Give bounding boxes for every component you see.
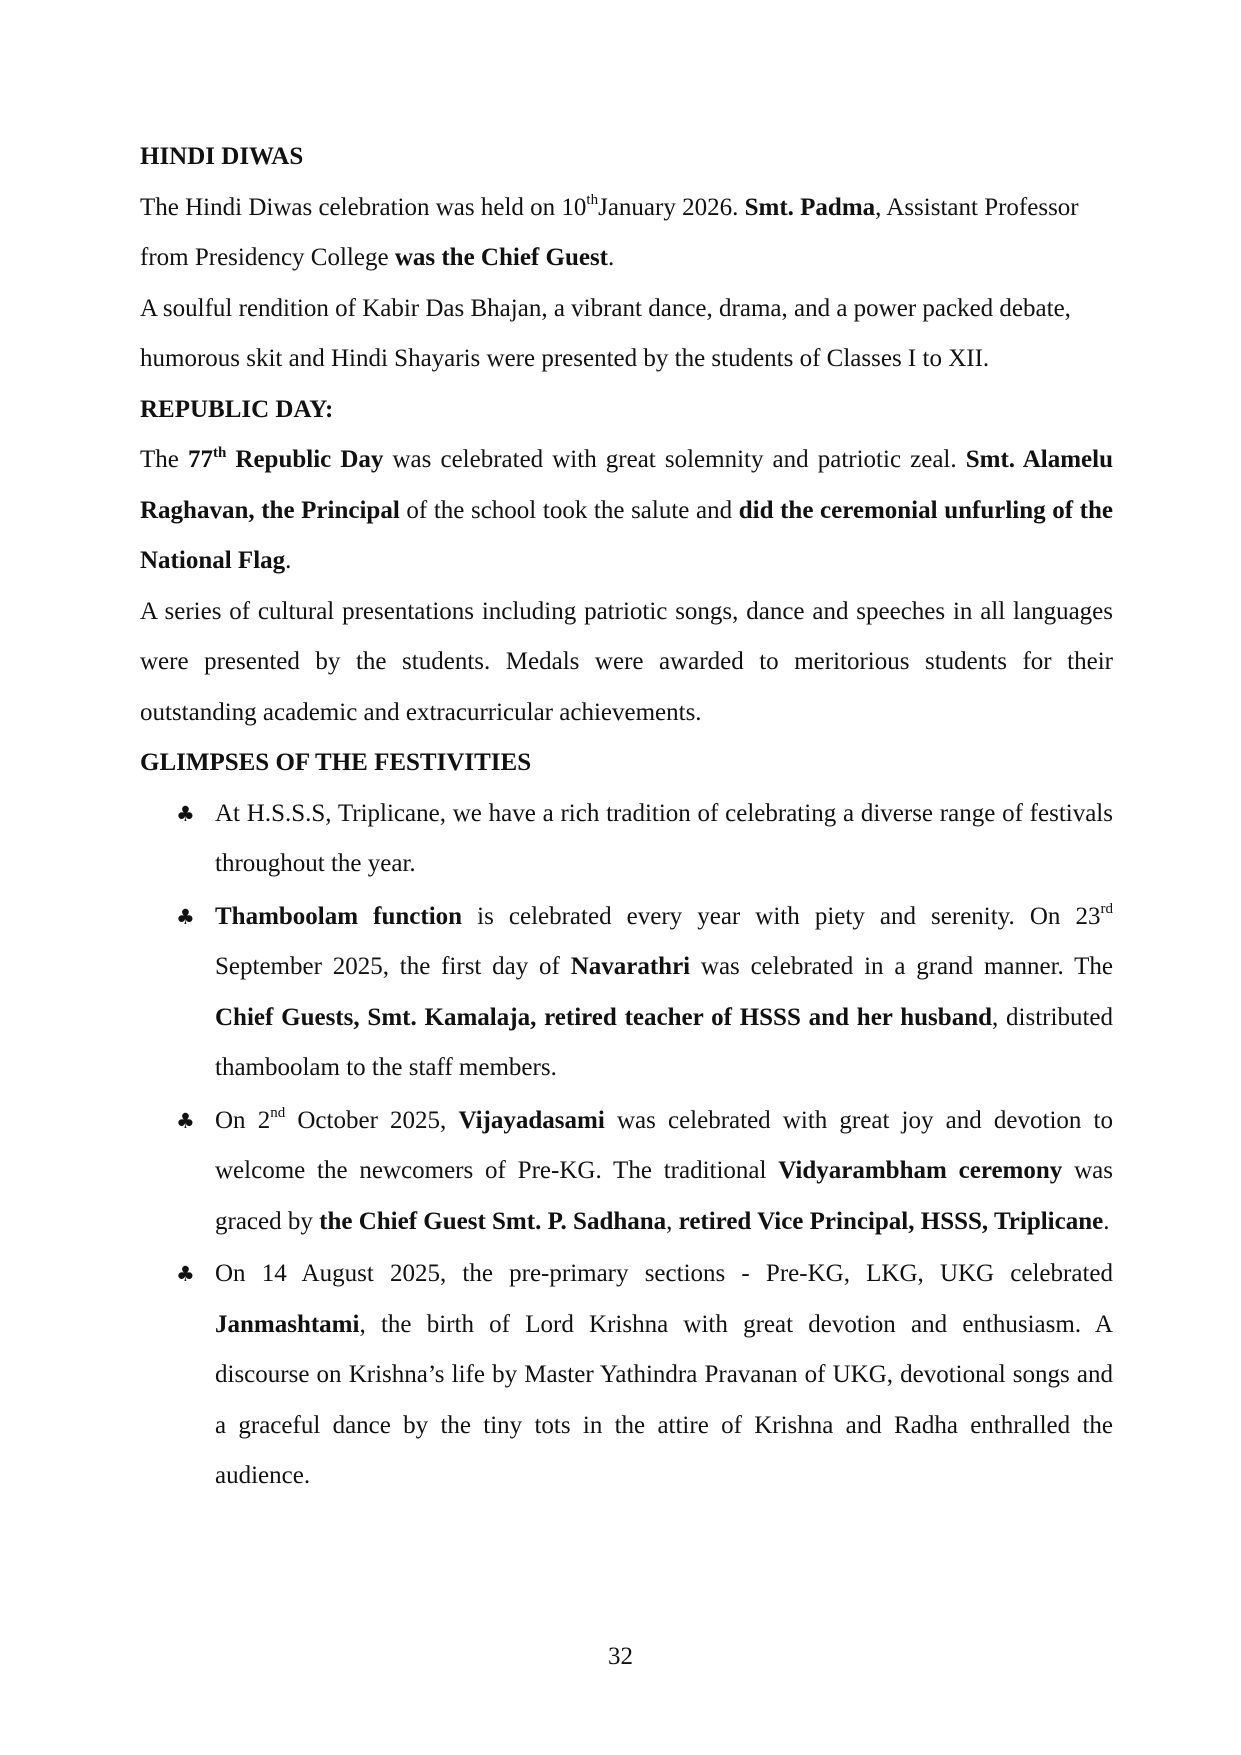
hindi-diwas-section (140, 132, 1113, 385)
superscript: th (212, 444, 227, 461)
bold-run: Navarathri (570, 953, 691, 980)
text-run: was celebrated with great joy and devotion to welcome the newcomers of Pre-KG. The traditional (215, 1106, 1113, 1184)
club-suit-icon: ♣ (176, 904, 195, 929)
bold-run: Vijayadasami (458, 1106, 605, 1134)
glimpses-section (140, 738, 1113, 1502)
text-run: . (285, 547, 292, 574)
republic-day-paragraph-2: A series of cultural presentations including patriotic songs, dance and speeches in all languages were presented by the students. Medals were awarded to meritorious students for their outstanding academic and extracurricular achievements. (140, 597, 1113, 726)
bold-run: Thamboolam function (215, 902, 463, 930)
text-run: The Hindi Diwas celebration was held on 10 (140, 193, 587, 221)
text-run: At H.S.S.S, Triplicane, we have a rich tradition of celebrating a diverse range of festivals throughout the year. (215, 799, 1113, 877)
page-content (140, 132, 1113, 1504)
list-item (140, 1249, 1113, 1502)
text-run: September 2025, the first day of (215, 953, 571, 980)
text-run: was celebrated in a grand manner. The (690, 953, 1113, 980)
text-run: On 14 August 2025, the pre-primary sections - Pre-KG, LKG, UKG celebrated (215, 1260, 1113, 1287)
text-run: , Assistant Professor from Presidency College (140, 193, 1079, 271)
list-item (140, 892, 1113, 1094)
club-suit-icon: ♣ (176, 801, 195, 826)
text-run: , (666, 1207, 679, 1235)
chief-guest-name: Smt. Padma (744, 193, 876, 221)
hindi-diwas-paragraph-2: A soulful rendition of Kabir Das Bhajan, a vibrant dance, drama, and a power packed debate, humorous skit and Hindi Shayaris were presented by the students of Classes I to XII. (140, 294, 1071, 372)
festivities-list (140, 789, 1113, 1502)
page-number: 32 (608, 1643, 633, 1670)
superscript: rd (1100, 901, 1114, 918)
bold-run: Smt. Alamelu Raghavan, the Principal (140, 446, 1114, 524)
club-suit-icon: ♣ (176, 1262, 195, 1286)
list-item (140, 1096, 1113, 1248)
text-run: On 2 (215, 1106, 271, 1134)
bold-run: 77 (187, 446, 213, 473)
list-item (140, 789, 1113, 890)
text-run: of the school took the salute and (399, 496, 739, 524)
superscript: th (586, 192, 599, 209)
text-run: . (1103, 1207, 1110, 1235)
bold-run: was the Chief Guest (394, 244, 608, 271)
text-run: The (140, 446, 188, 473)
bold-run: Republic Day (226, 446, 384, 473)
bold-run: Janmashtami (215, 1310, 360, 1338)
text-run: . (608, 244, 615, 271)
bold-run: Vidyarambham ceremony (778, 1157, 1063, 1184)
republic-day-section (140, 385, 1113, 739)
text-run: October 2025, (285, 1106, 459, 1134)
republic-day-paragraph-1 (140, 435, 1113, 587)
hindi-diwas-paragraph-1 (140, 183, 1113, 284)
text-run: January 2026. (598, 193, 745, 221)
bold-run: retired Vice Principal, HSSS, Triplicane (678, 1207, 1104, 1235)
superscript: nd (270, 1105, 286, 1122)
bold-run: did the ceremonial unfurling of the National Flag (140, 496, 1113, 574)
bold-run: the Chief Guest Smt. P. Sadhana (319, 1207, 667, 1235)
bold-run: Chief Guests, Smt. Kamalaja, retired teacher of HSSS and her husband (215, 1003, 992, 1031)
text-run: , the birth of Lord Krishna with great devotion and enthusiasm. A discourse on Krishna’s life by Master Yathindra Pravanan of UKG, devotional songs and a graceful dance by the tiny tots in the attire of Krishna and Radha enthralled the audience. (215, 1310, 1113, 1489)
glimpses-heading: GLIMPSES OF THE FESTIVITIES (140, 749, 532, 776)
club-suit-icon: ♣ (176, 1108, 195, 1133)
text-run: was graced by (215, 1157, 1113, 1235)
republic-day-heading: REPUBLIC DAY: (140, 395, 334, 423)
text-run: , distributed thamboolam to the staff members. (215, 1003, 1113, 1081)
text-run: is celebrated every year with piety and serenity. On 23 (462, 902, 1101, 930)
hindi-diwas-heading: HINDI DIWAS (140, 143, 304, 170)
text-run: was celebrated with great solemnity and patriotic zeal. (383, 446, 966, 473)
